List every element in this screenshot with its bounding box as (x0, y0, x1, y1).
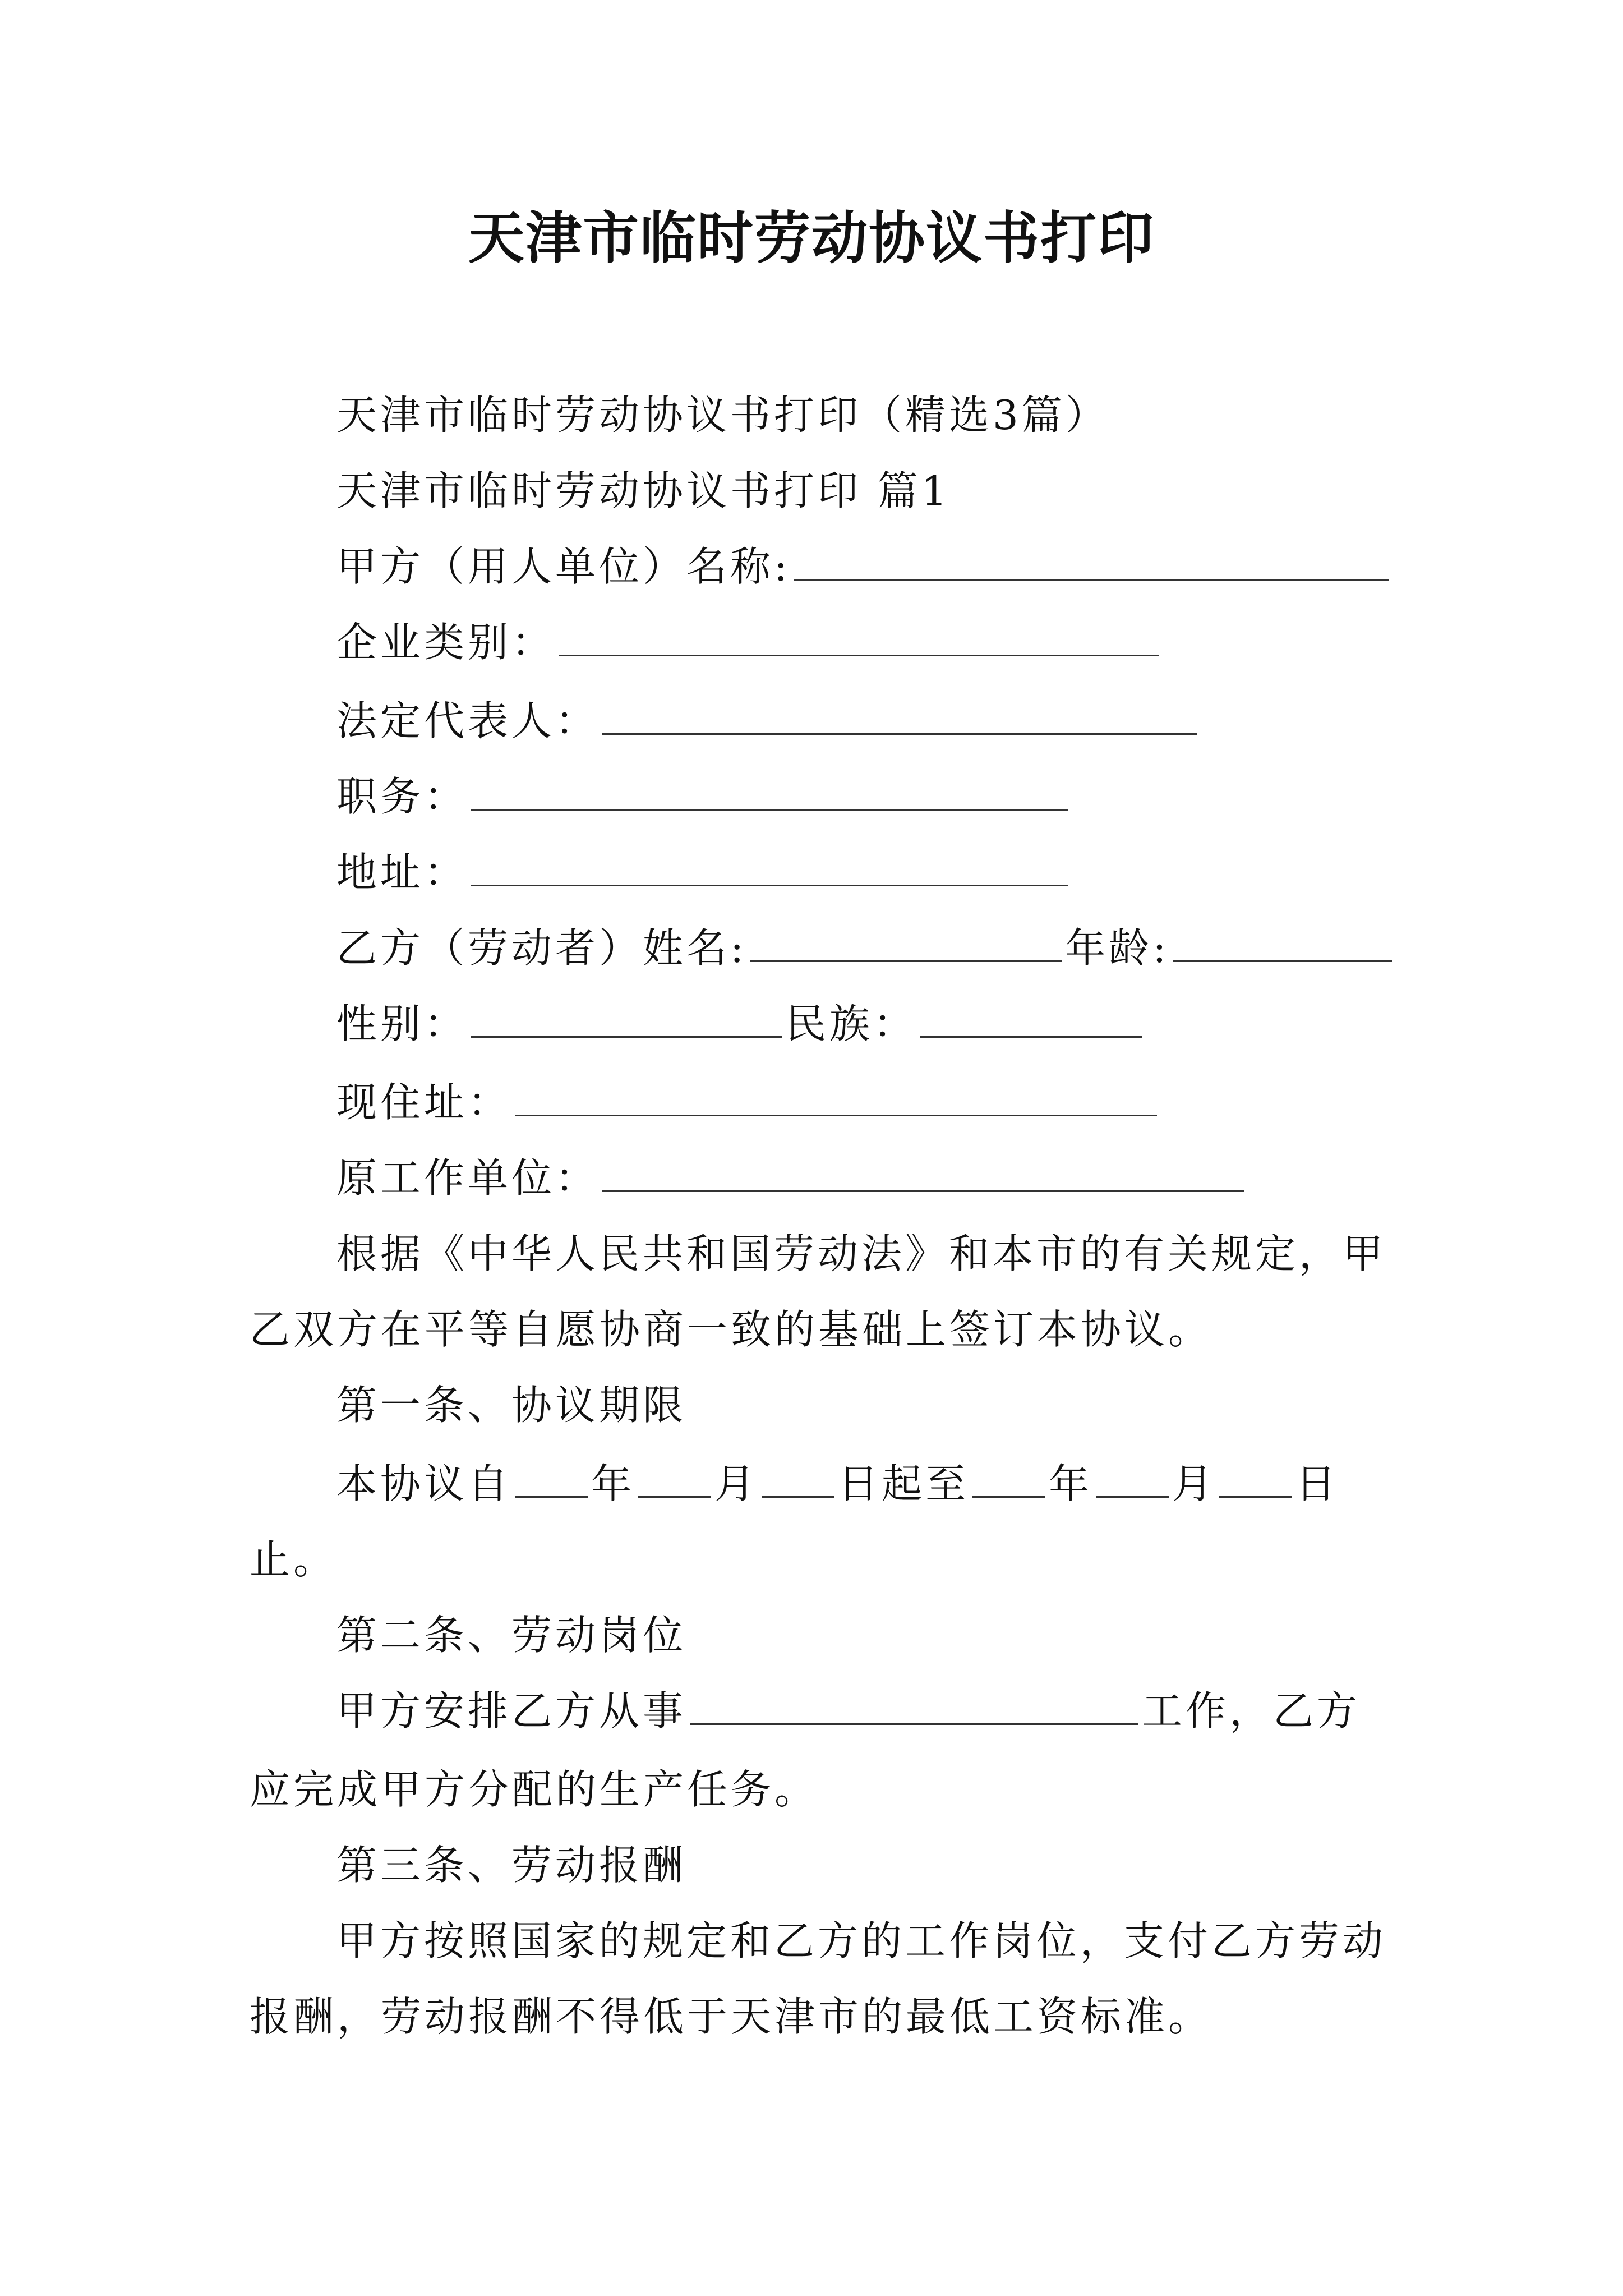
article-2-line-2: 应完成甲方分配的生产任务。 (250, 1766, 819, 1813)
company-category-blank (559, 616, 1159, 656)
end-month-blank (1096, 1458, 1169, 1498)
address-label: 地址： (336, 849, 468, 896)
gender-blank (471, 998, 782, 1038)
article-2-heading: 第二条、劳动岗位 (336, 1612, 687, 1659)
preamble-line-2: 乙双方在平等自愿协商一致的基础上签订本协议。 (250, 1306, 1212, 1353)
start-month-label: 月 (714, 1460, 759, 1507)
job-blank (690, 1685, 1138, 1725)
current-address-blank (515, 1076, 1157, 1116)
company-category-row (336, 614, 1162, 670)
article-1-term-row (336, 1456, 1339, 1512)
address-row (336, 844, 1072, 900)
party-b-name-blank (750, 922, 1062, 962)
start-day-blank (762, 1458, 834, 1498)
company-category-label: 企业类别： (336, 619, 556, 666)
start-year-label: 年 (591, 1460, 635, 1507)
party-a-name-label: 甲方（用人单位）名称: (336, 543, 791, 590)
gender-label: 性别： (336, 1000, 468, 1047)
term-text-start: 本协议自 (336, 1460, 512, 1507)
document-subtitle: 天津市临时劳动协议书打印（精选3篇） (336, 392, 1109, 439)
end-day-blank (1219, 1458, 1292, 1498)
end-year-blank (972, 1458, 1045, 1498)
party-b-name-label: 乙方（劳动者）姓名: (336, 924, 748, 972)
document-title: 天津市临时劳动协议书打印 (468, 205, 1155, 271)
current-address-row (336, 1074, 1160, 1130)
gender-row (336, 996, 1145, 1052)
party-b-name-row (336, 920, 1395, 976)
position-row (336, 769, 1072, 825)
former-employer-row (336, 1150, 1248, 1206)
party-a-name-row (336, 539, 1392, 595)
article-3-heading: 第三条、劳动报酬 (336, 1842, 687, 1889)
start-day-label: 日起至 (838, 1460, 970, 1507)
position-label: 职务： (336, 773, 468, 820)
legal-rep-blank (602, 695, 1197, 735)
position-blank (471, 771, 1068, 811)
end-month-label: 月 (1172, 1460, 1216, 1507)
section-heading: 天津市临时劳动协议书打印 篇1 (336, 467, 951, 514)
former-employer-blank (602, 1152, 1244, 1192)
age-blank (1173, 922, 1392, 962)
address-blank (471, 846, 1068, 886)
current-address-label: 现住址： (336, 1079, 512, 1126)
end-year-label: 年 (1049, 1460, 1093, 1507)
preamble-line-1: 根据《中华人民共和国劳动法》和本市的有关规定，甲 (336, 1230, 1387, 1277)
legal-rep-row (336, 693, 1200, 749)
article-3-line-1: 甲方按照国家的规定和乙方的工作岗位，支付乙方劳动 (336, 1917, 1387, 1964)
end-day-label: 日 (1295, 1460, 1340, 1507)
former-employer-label: 原工作单位： (336, 1154, 600, 1202)
start-year-blank (515, 1458, 588, 1498)
article-1-line-2: 止。 (250, 1536, 338, 1583)
party-a-name-blank (794, 541, 1389, 581)
legal-rep-label: 法定代表人： (336, 697, 600, 744)
age-label: 年龄: (1065, 924, 1170, 972)
article-1-heading: 第一条、协议期限 (336, 1382, 687, 1429)
ethnicity-blank (920, 998, 1142, 1038)
duty-text-end: 工作，乙方 (1142, 1687, 1361, 1734)
ethnicity-label: 民族： (786, 1000, 917, 1047)
article-2-duty-row (336, 1683, 1361, 1739)
duty-text-start: 甲方安排乙方从事 (336, 1687, 687, 1734)
article-3-line-2: 报酬，劳动报酬不得低于天津市的最低工资标准。 (250, 1993, 1212, 2040)
start-month-blank (638, 1458, 711, 1498)
